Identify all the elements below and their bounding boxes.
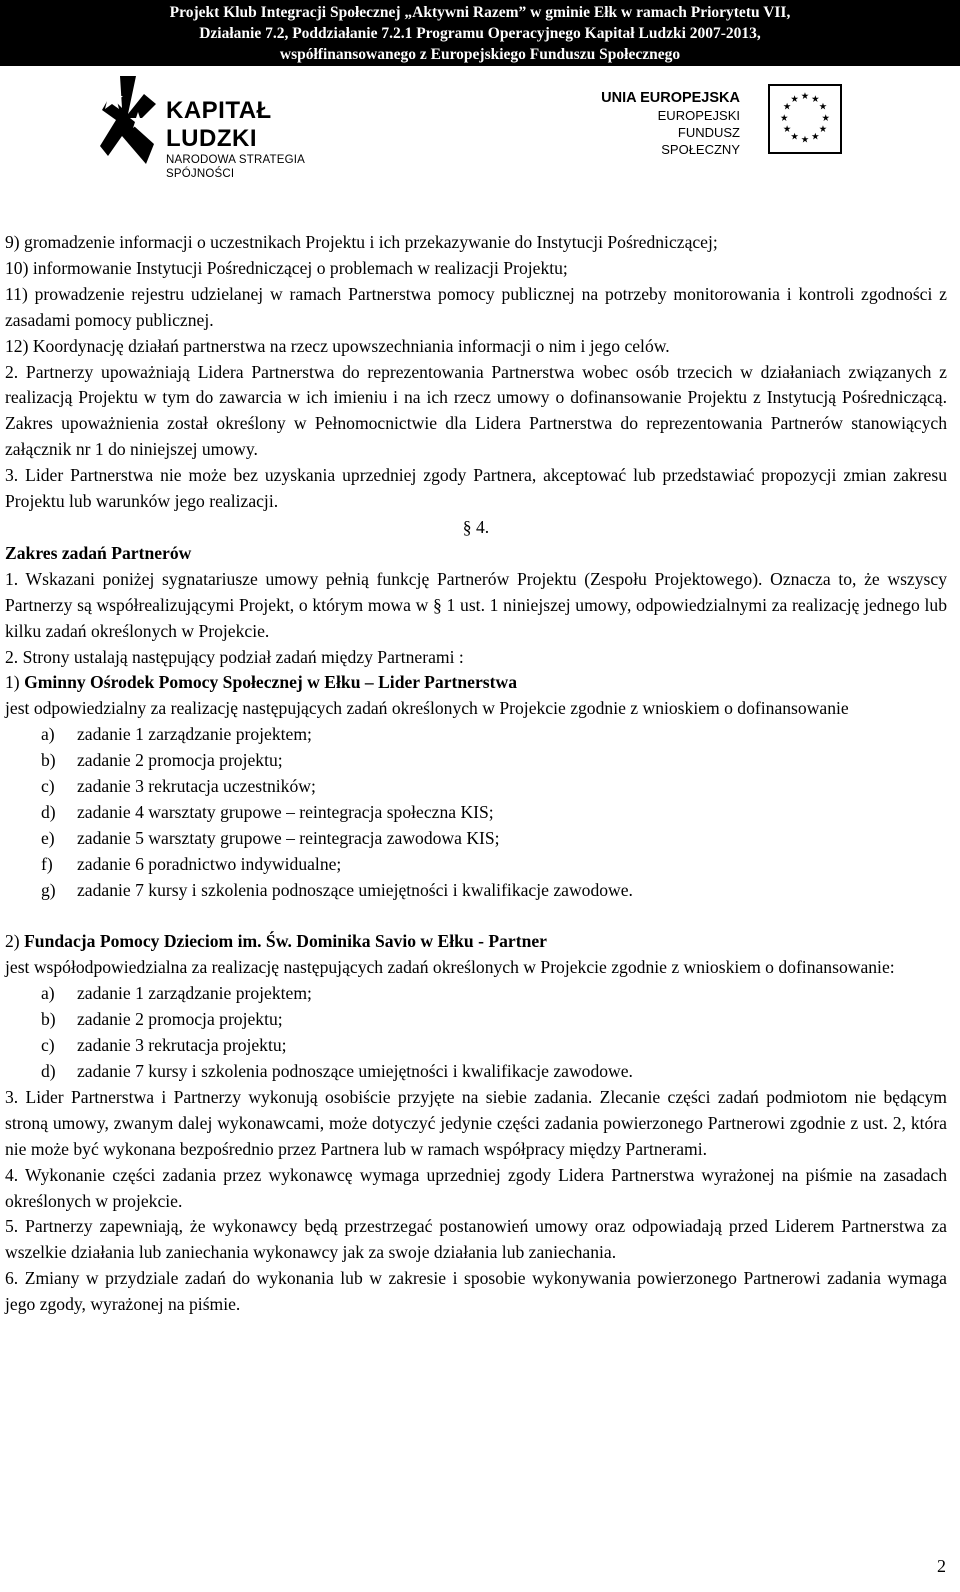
partner-1-heading xyxy=(5,670,947,696)
paragraph-consent: 3. Lider Partnerstwa nie może bez uzyskania uprzedniej zgody Partnera, akceptować lub przedstawiać propozycji zmian zakresu Projektu lub warunków jego realizacji. xyxy=(5,465,947,512)
paragraph-s1: 1. Wskazani poniżej sygnatariusze umowy pełnią funkcję Partnerów Projektu (Zespołu Projektowego). Oznacza to, że wszyscy Partnerzy są współrealizującymi Projekt, o którym mowa w § 1 ust. 1 niniejszej umowy, odpowiedzialnymi za realizację jednego lub kilku zadań określonych w Projekcie. xyxy=(5,568,947,641)
list-item xyxy=(5,774,947,800)
list-marker: c) xyxy=(41,776,55,797)
list-marker: b) xyxy=(41,750,56,771)
list-item-text: zadanie 7 kursy i szkolenia podnoszące umiejętności i kwalifikacje zawodowe. xyxy=(77,879,633,900)
svg-text:★: ★ xyxy=(818,124,828,136)
svg-text:★: ★ xyxy=(811,94,820,106)
eu-flag-icon xyxy=(768,84,842,154)
paragraph-s6: 6. Zmiany w przydziale zadań do wykonania lub w zakresie i sposobie wykonywania powierzonego Partnerowi zadania wymaga jego zgody, wyrażonej na piśmie. xyxy=(5,1268,947,1315)
partner-2-name: Fundacja Pomocy Dzieciom im. Św. Dominika Savio w Ełku - Partner xyxy=(24,931,547,952)
list-marker: c) xyxy=(41,1035,55,1056)
paragraph-9: 9) gromadzenie informacji o uczestnikach Projektu i ich przekazywanie do Instytucji Pośredniczącej; xyxy=(5,232,718,252)
list-item-text: zadanie 5 warsztaty grupowe – reintegracja zawodowa KIS; xyxy=(77,827,500,848)
list-item xyxy=(5,1059,947,1085)
svg-text:★: ★ xyxy=(811,131,820,143)
eu-logo-text xyxy=(598,90,740,158)
header-line-2: Działanie 7.2, Poddziałanie 7.2.1 Programu Operacyjnego Kapitał Ludzki 2007-2013, xyxy=(199,25,761,42)
eu-line-2: EUROPEJSKI xyxy=(657,108,740,123)
list-marker: b) xyxy=(41,1009,56,1030)
kapital-ludzki-subtitle: NARODOWA STRATEGIA SPÓJNOŚCI xyxy=(166,154,305,180)
list-marker: a) xyxy=(41,983,55,1004)
list-item xyxy=(5,981,947,1007)
list-item xyxy=(5,1033,947,1059)
list-item-text: zadanie 3 rekrutacja projektu; xyxy=(77,1035,287,1056)
list-item xyxy=(5,1007,947,1033)
list-item xyxy=(5,722,947,748)
page-number: 2 xyxy=(937,1556,946,1576)
spacer xyxy=(5,904,947,930)
paragraph-s3: 3. Lider Partnerstwa i Partnerzy wykonują osobiście przyjęte na siebie zadania. Zlecanie części zadań podmiotom nie będącym stroną umowy, zwanym dalej wykonawcami, może dotyczyć jedynie części zadania powierzonego Partnerowi zgodnie z ust. 2, która nie może być wykonana bezpośrednio przez Partnera lub w ramach współpracy między Partnerami. xyxy=(5,1086,947,1159)
eu-logo xyxy=(598,82,858,162)
list-item-text: zadanie 2 promocja projektu; xyxy=(77,1009,283,1030)
list-marker: e) xyxy=(41,827,55,848)
svg-text:★: ★ xyxy=(821,112,830,124)
paragraph-12: 12) Koordynację działań partnerstwa na rzecz upowszechniania informacji o nim i jego celów. xyxy=(5,335,670,356)
paragraph-s4: 4. Wykonanie części zadania przez wykonawcę wymaga uprzedniej zgody Lidera Partnerstwa wyrażonej na piśmie na zasadach określonych w projekcie. xyxy=(5,1164,947,1211)
document-body xyxy=(5,230,947,1318)
list-marker: d) xyxy=(41,1060,56,1081)
kapital-ludzki-mark-icon xyxy=(98,74,158,166)
partner-1-name: Gminny Ośrodek Pomocy Społecznej w Ełku – Lider Partnerstwa xyxy=(24,672,518,693)
svg-text:★: ★ xyxy=(790,131,799,143)
partner-1-description: jest odpowiedzialny za realizację następujących zadań określonych w Projekcie zgodnie z wnioskiem o dofinansowanie xyxy=(5,698,849,719)
svg-text:★: ★ xyxy=(800,134,810,146)
svg-text:★: ★ xyxy=(782,124,792,136)
list-marker: d) xyxy=(41,801,56,822)
list-item xyxy=(5,826,947,852)
svg-text:★: ★ xyxy=(818,101,828,113)
list-item-text: zadanie 4 warsztaty grupowe – reintegracja społeczna KIS; xyxy=(77,801,494,822)
section-title: Zakres zadań Partnerów xyxy=(5,542,192,563)
partner-2-number: 2) xyxy=(5,931,25,952)
partner-1-task-list xyxy=(5,722,947,903)
header-line-1: Projekt Klub Integracji Społecznej „Aktywni Razem” w gminie Ełk w ramach Priorytetu VII, xyxy=(169,4,791,21)
kapital-ludzki-text xyxy=(166,97,368,181)
section-number: § 4. xyxy=(462,516,490,537)
svg-text:★: ★ xyxy=(782,101,792,113)
kapital-ludzki-logo xyxy=(98,74,368,180)
paragraph-10: 10) informowanie Instytucji Pośredniczącej o problemach w realizacji Projektu; xyxy=(5,257,568,278)
paragraph-s5: 5. Partnerzy zapewniają, że wykonawcy będą przestrzegać postanowień umowy oraz odpowiadają przed Liderem Partnerstwa za wszelkie działania lub zaniechania wykonawcy jak za swoje działania lub zaniechania. xyxy=(5,1216,947,1263)
header-banner xyxy=(0,0,960,66)
partner-1-number: 1) xyxy=(5,672,25,693)
list-item xyxy=(5,878,947,904)
list-item-text: zadanie 3 rekrutacja uczestników; xyxy=(77,776,316,797)
list-item-text: zadanie 7 kursy i szkolenia podnoszące umiejętności i kwalifikacje zawodowe. xyxy=(77,1060,633,1081)
list-item-text: zadanie 1 zarządzanie projektem; xyxy=(77,983,312,1004)
list-marker: a) xyxy=(41,724,55,745)
list-marker: f) xyxy=(41,853,53,874)
list-item-text: zadanie 1 zarządzanie projektem; xyxy=(77,724,312,745)
svg-text:★: ★ xyxy=(780,112,789,124)
eu-line-1: UNIA EUROPEJSKA xyxy=(601,90,740,106)
partner-2-task-list xyxy=(5,981,947,1085)
partner-2-description: jest współodpowiedzialna za realizację następujących zadań określonych w Projekcie zgodnie z wnioskiem o dofinansowanie: xyxy=(5,957,895,978)
list-item-text: zadanie 2 promocja projektu; xyxy=(77,750,283,771)
header-line-3: współfinansowanego z Europejskiego Funduszu Społecznego xyxy=(279,46,681,63)
list-item xyxy=(5,800,947,826)
list-item xyxy=(5,852,947,878)
partner-2-heading xyxy=(5,929,947,955)
logo-bar xyxy=(0,70,960,180)
paragraph-11: 11) prowadzenie rejestru udzielanej w ramach Partnerstwa pomocy publicznej na potrzeby monitorowania i kontroli zgodności z zasadami pomocy publicznej. xyxy=(5,283,947,330)
paragraph-authorization: 2. Partnerzy upoważniają Lidera Partnerstwa do reprezentowania Partnerstwa wobec osób trzecich w działaniach związanych z realizacją Projektu w tym do zawarcia w ich imieniu i na ich rzecz umowy o dofinansowanie Projektu z Instytucją Pośredniczącą. Zakres upoważnienia został określony w Pełnomocnictwie dla Lidera Partnerstwa do reprezentowania Partnerów stanowiących załącznik nr 1 do niniejszej umowy. xyxy=(5,361,947,460)
svg-text:★: ★ xyxy=(790,94,799,106)
list-item xyxy=(5,748,947,774)
eu-line-3: FUNDUSZ SPOŁECZNY xyxy=(661,125,740,157)
list-marker: g) xyxy=(41,879,56,900)
list-item-text: zadanie 6 poradnictwo indywidualne; xyxy=(77,853,342,874)
svg-text:★: ★ xyxy=(800,91,810,103)
kapital-ludzki-title: KAPITAŁ LUDZKI xyxy=(166,97,272,152)
paragraph-s2: 2. Strony ustalają następujący podział zadań między Partnerami : xyxy=(5,646,464,667)
